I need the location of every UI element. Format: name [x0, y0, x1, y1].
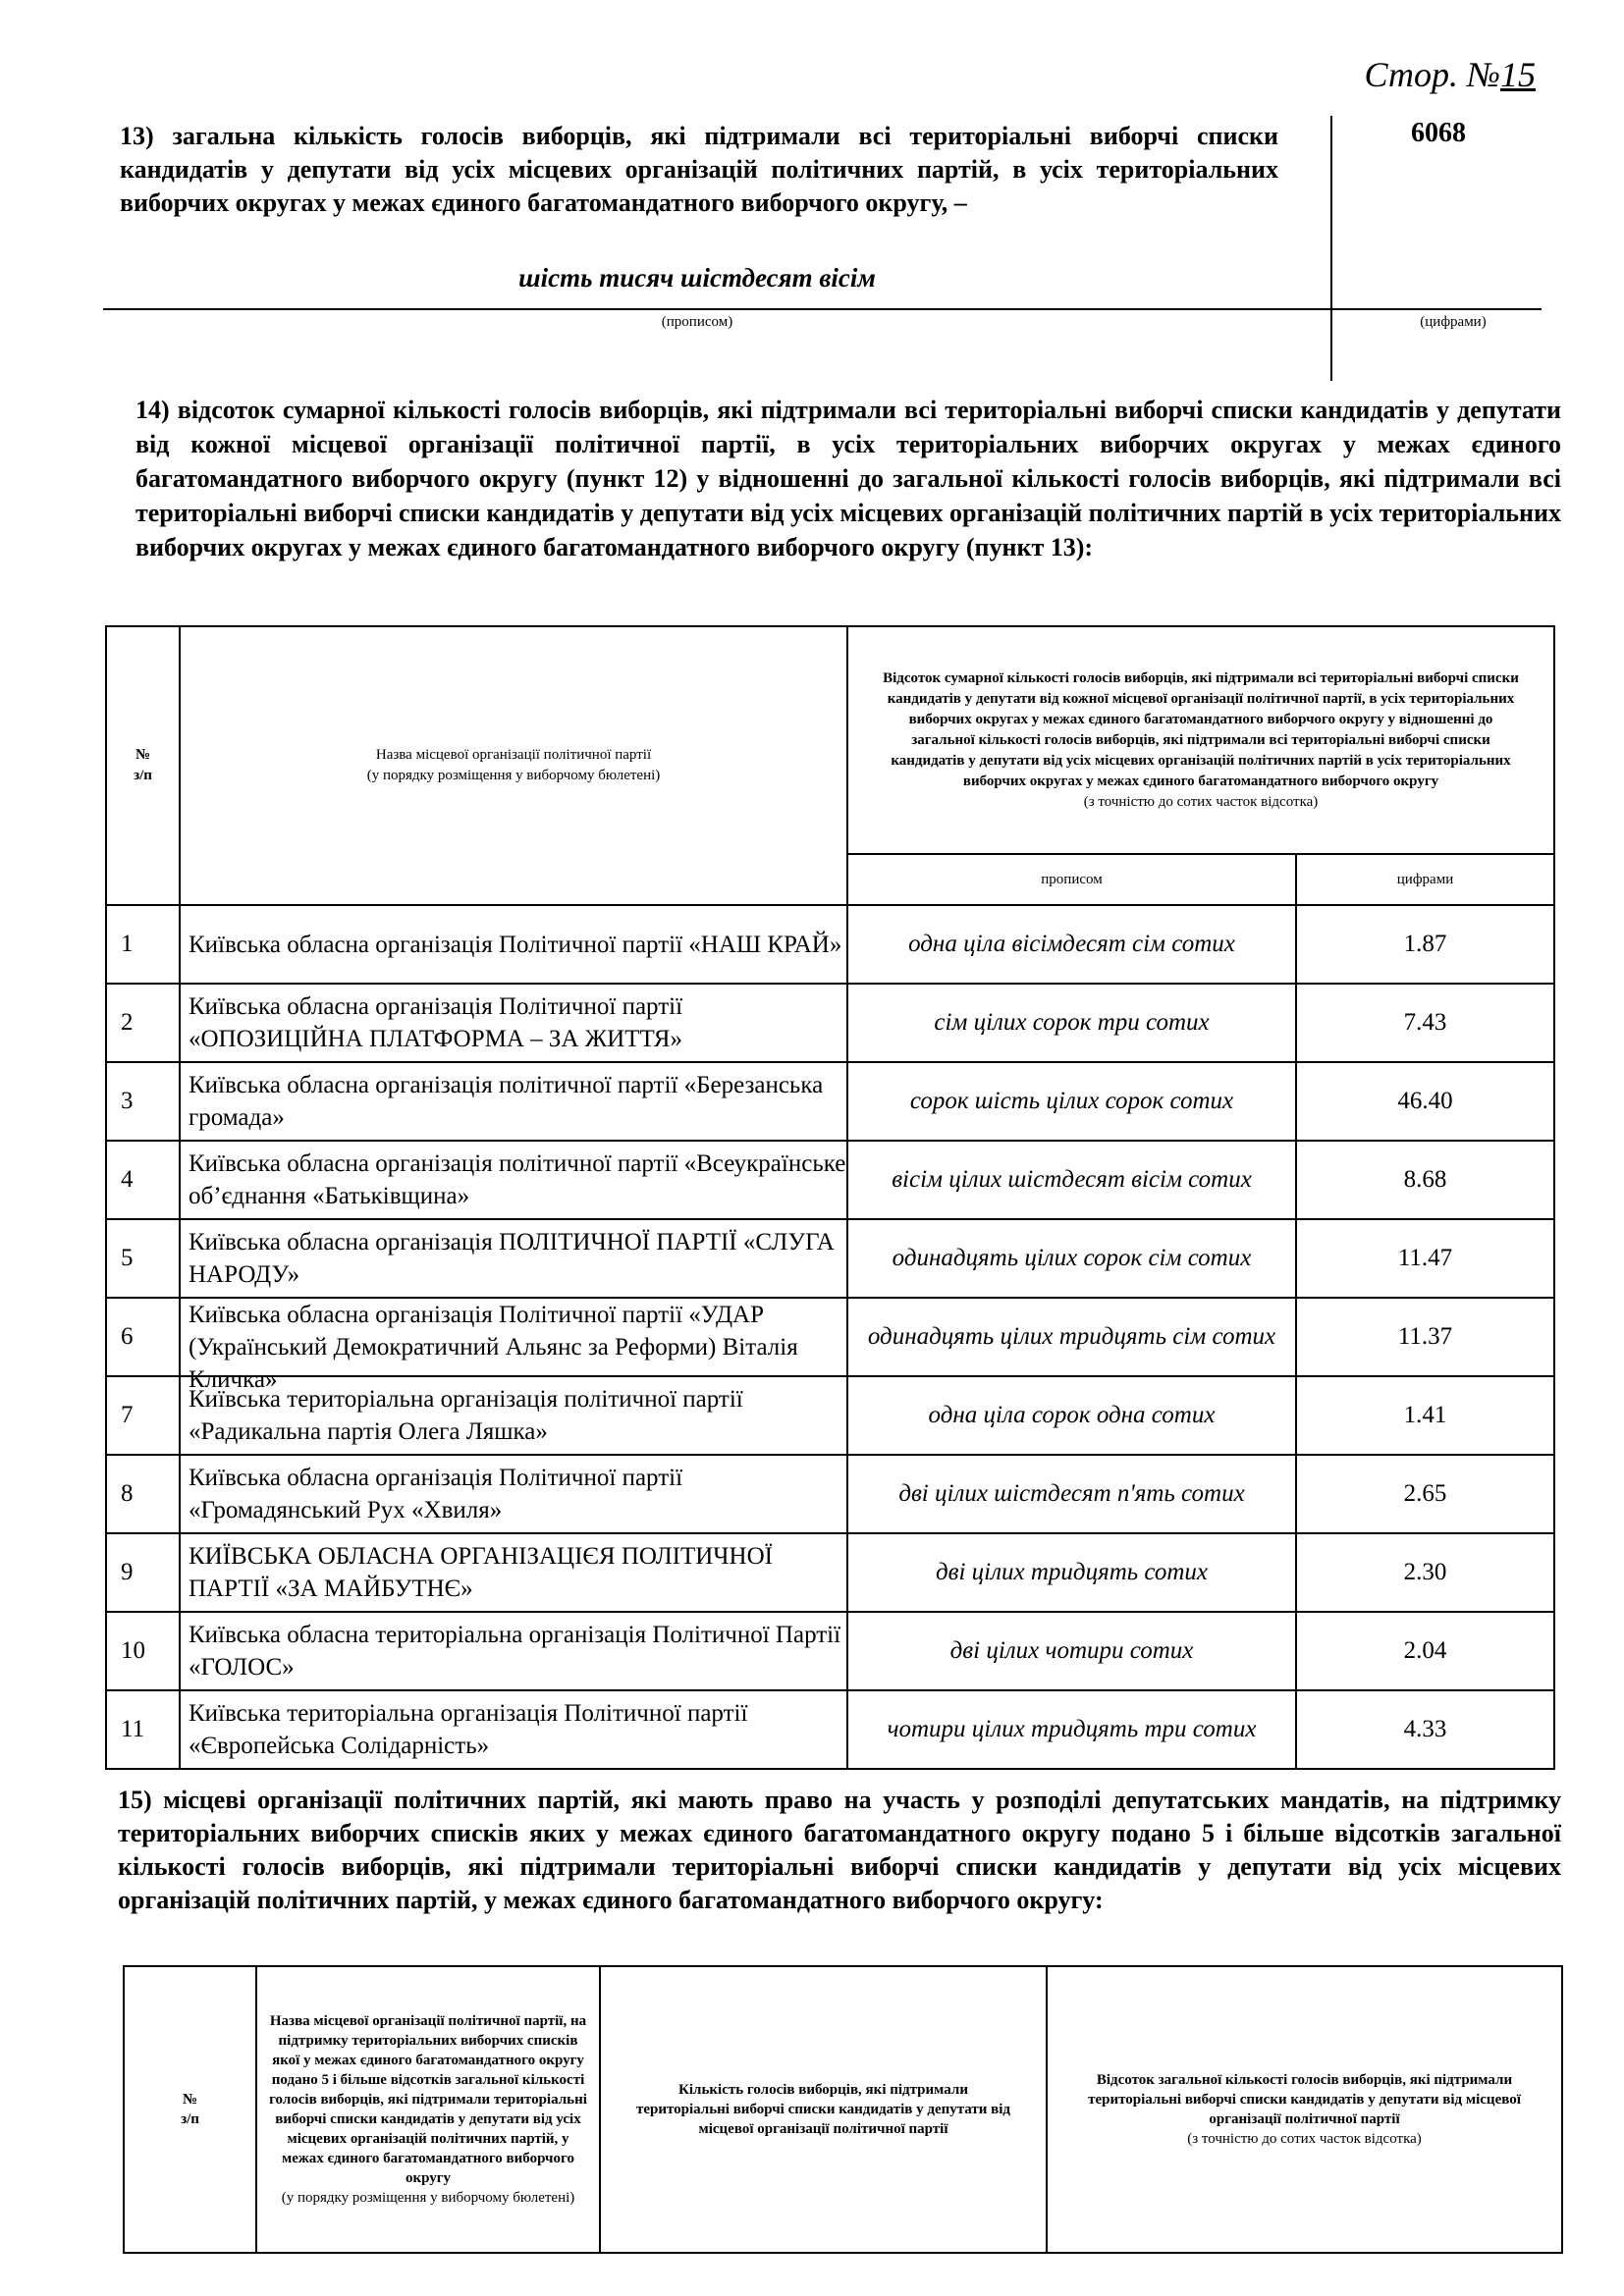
row-percent-digits: 7.43: [1296, 984, 1554, 1062]
row-percent-words: сім цілих сорок три сотих: [847, 984, 1296, 1062]
row-party-name-text: Київська територіальна організація Політичної партії «Європейська Солідарність»: [189, 1700, 748, 1759]
table-row: [106, 1533, 1554, 1612]
row-percent-words: сорок шість цілих сорок сотих: [847, 1062, 1296, 1141]
row-percent-words: одна ціла сорок одна сотих: [847, 1376, 1296, 1455]
row-percent-words: чотири цілих тридцять три сотих: [847, 1690, 1296, 1769]
row-number: 3: [106, 1062, 180, 1141]
table-row: [106, 1141, 1554, 1219]
header-party-name: Назва місцевої організації політичної партії (у порядку розміщення у виборчому бюлетені): [180, 626, 847, 905]
row-percent-words: дві цілих тридцять сотих: [847, 1533, 1296, 1612]
row-number: 8: [106, 1455, 180, 1533]
row-percent-words: одинадцять цілих тридцять сім сотих: [847, 1298, 1296, 1376]
row-percent-digits: 1.87: [1296, 905, 1554, 984]
t2-header-percent-title: Відсоток загальної кількості голосів виборців, які підтримали територіальні виборчі списки кандидатів у депутати від місцевої організації політичної партії: [1088, 2072, 1521, 2127]
row-party-name-text: Київська обласна організація Політичної партії «Громадянський Рух «Хвиля»: [189, 1465, 683, 1523]
table-row: [106, 1455, 1554, 1533]
table-row: [106, 1690, 1554, 1769]
section-13-divider: [1330, 116, 1332, 381]
row-number: 5: [106, 1219, 180, 1298]
page-number-label: Стор. №: [1364, 55, 1500, 94]
t2-header-percent: [1047, 1966, 1562, 2253]
t2-header-number: № з/п: [124, 1966, 256, 2253]
row-percent-digits: 2.30: [1296, 1533, 1554, 1612]
row-number: 4: [106, 1141, 180, 1219]
row-percent-digits: 11.37: [1296, 1298, 1554, 1376]
header-percent-note: (з точністю до сотих часток відсотка): [1083, 793, 1319, 810]
header-words: прописом: [847, 854, 1296, 905]
t2-header-percent-note: (з точністю до сотих часток відсотка): [1187, 2131, 1422, 2147]
header-percent: [847, 626, 1554, 854]
t2-header-party-name: [256, 1966, 600, 2253]
row-party-name-text: Київська територіальна організація політичної партії «Радикальна партія Олега Ляшка»: [189, 1386, 743, 1445]
row-party-name: [180, 1612, 847, 1690]
section-14-text: 14) відсоток сумарної кількості голосів виборців, які підтримали всі територіальні виборчі списки кандидатів у депутати від кожної місцевої організації політичної партії, в усіх територіальних виборчих округах у межах єдиного багатомандатного виборчого округу (пункт 12) у відношенні до загальної кількості голосів виборців, які підтримали всі територіальні виборчі списки кандидатів у депутати від усіх місцевих організацій політичних партій в усіх територіальних виборчих округах у межах єдиного багатомандатного виборчого округу (пункт 13):: [135, 396, 1561, 561]
table-row: [106, 1612, 1554, 1690]
row-party-name: [180, 1455, 847, 1533]
row-percent-digits: 1.41: [1296, 1376, 1554, 1455]
row-party-name-text: Київська обласна організація політичної партії «Всеукраїнське об’єднання «Батьківщина»: [189, 1150, 846, 1209]
row-percent-digits: 2.04: [1296, 1612, 1554, 1690]
table-row: [106, 1219, 1554, 1298]
row-party-name: [180, 1219, 847, 1298]
row-number: 7: [106, 1376, 180, 1455]
row-percent-words: вісім цілих шістдесят вісім сотих: [847, 1141, 1296, 1219]
row-number: 10: [106, 1612, 180, 1690]
row-party-name-text: Київська обласна територіальна організація Політичної Партії «ГОЛОС»: [189, 1622, 841, 1681]
header-digits: цифрами: [1296, 854, 1554, 905]
row-party-name-text: Київська обласна організація Політичної партії «НАШ КРАЙ»: [189, 931, 842, 958]
row-percent-words: дві цілих чотири сотих: [847, 1612, 1296, 1690]
row-number: 11: [106, 1690, 180, 1769]
row-percent-words: одинадцять цілих сорок сім сотих: [847, 1219, 1296, 1298]
row-party-name: [180, 905, 847, 984]
row-percent-words: дві цілих шістдесят п'ять сотих: [847, 1455, 1296, 1533]
caption-digits: (цифрами): [1420, 314, 1487, 330]
t2-header-votes: Кількість голосів виборців, які підтримали територіальні виборчі списки кандидатів у депутати від місцевої організації політичної партії: [600, 1966, 1047, 2253]
header-percent-title: Відсоток сумарної кількості голосів виборців, які підтримали всі територіальні виборчі списки кандидатів у депутати від кожної місцевої організації політичної партії, в усіх територіальних виборчих округах у межах єдиного багатомандатного виборчого округу у відношенні до загальної кількості голосів виборців, які підтримали всі територіальні виборчі списки кандидатів у депутати від усіх місцевих організацій політичних партій в усіх територіальних виборчих округах у межах єдиного багатомандатного виборчого округу: [883, 669, 1519, 789]
row-percent-digits: 8.68: [1296, 1141, 1554, 1219]
row-percent-digits: 11.47: [1296, 1219, 1554, 1298]
row-party-name-text: Київська обласна організація Політичної партії «ОПОЗИЦІЙНА ПЛАТФОРМА – ЗА ЖИТТЯ»: [189, 993, 683, 1052]
row-party-name: [180, 1376, 847, 1455]
t2-header-party-name-title: Назва місцевої організації політичної партії, на підтримку територіальних виборчих списків якої у межах єдиного багатомандатного округу подано 5 і більше відсотків загальної кількості голосів виборців, які підтримали територіальні виборчі списки кандидатів у депутати від усіх місцевих організацій політичних партій, у межах єдиного багатомандатного виборчого округу: [269, 2013, 587, 2186]
row-number: 1: [106, 905, 180, 984]
row-party-name: [180, 1690, 847, 1769]
caption-words: (прописом): [661, 314, 733, 330]
row-party-name: [180, 984, 847, 1062]
page-number-value: 15: [1500, 55, 1536, 94]
table-row: [106, 984, 1554, 1062]
row-number: 6: [106, 1298, 180, 1376]
header-number: № з/п: [106, 626, 180, 905]
section-15-text: 15) місцеві організації політичних партій, які мають право на участь у розподілі депутатських мандатів, на підтримку територіальних виборчих списків яких у межах єдиного багатомандатного округу подано 5 і більше відсотків загальної кількості голосів виборців, які підтримали територіальні виборчі списки кандидатів у депутати від усіх місцевих організацій політичних партій, у межах єдиного багатомандатного виборчого округу:: [118, 1786, 1561, 1914]
section-13-text: 13) загальна кількість голосів виборців, які підтримали всі територіальні виборчі списки кандидатів у депутати від усіх місцевих організацій політичних партій, в усіх територіальних виборчих округах у межах єдиного багатомандатного виборчого округу, –: [120, 122, 1278, 217]
row-party-name: [180, 1141, 847, 1219]
row-party-name: [180, 1298, 847, 1393]
row-percent-digits: 2.65: [1296, 1455, 1554, 1533]
page-number: [1365, 54, 1536, 95]
row-number: 9: [106, 1533, 180, 1612]
table-row: [106, 905, 1554, 984]
row-party-name: [180, 1533, 847, 1612]
section-13-total-digits: 6068: [1411, 118, 1466, 148]
table-row: [106, 1298, 1554, 1376]
row-party-name-text: КИЇВСЬКА ОБЛАСНА ОРГАНІЗАЦІЄЯ ПОЛІТИЧНОЇ ПАРТІЇ «ЗА МАЙБУТНЄ»: [189, 1543, 773, 1602]
table-row: [106, 1062, 1554, 1141]
percent-table: [105, 625, 1555, 1770]
row-party-name-text: Київська обласна організація політичної партії «Березанська громада»: [189, 1072, 824, 1131]
row-percent-digits: 46.40: [1296, 1062, 1554, 1141]
mandate-parties-table: [123, 1965, 1563, 2254]
row-percent-digits: 4.33: [1296, 1690, 1554, 1769]
t2-header-party-name-note: (у порядку розміщення у виборчому бюлетені): [281, 2190, 575, 2206]
row-percent-words: одна ціла вісімдесят сім сотих: [847, 905, 1296, 984]
table-row: [106, 1376, 1554, 1455]
section-13-underline: [103, 308, 1542, 310]
section-13-total-words: шість тисяч шістдесят вісім: [518, 263, 876, 293]
row-party-name: [180, 1062, 847, 1141]
row-number: 2: [106, 984, 180, 1062]
row-party-name-text: Київська обласна організація ПОЛІТИЧНОЇ ПАРТІЇ «СЛУГА НАРОДУ»: [189, 1229, 835, 1288]
row-party-name-text: Київська обласна організація Політичної партії «УДАР (Український Демократичний Альянс за Реформи) Віталія Кличка»: [189, 1302, 798, 1393]
